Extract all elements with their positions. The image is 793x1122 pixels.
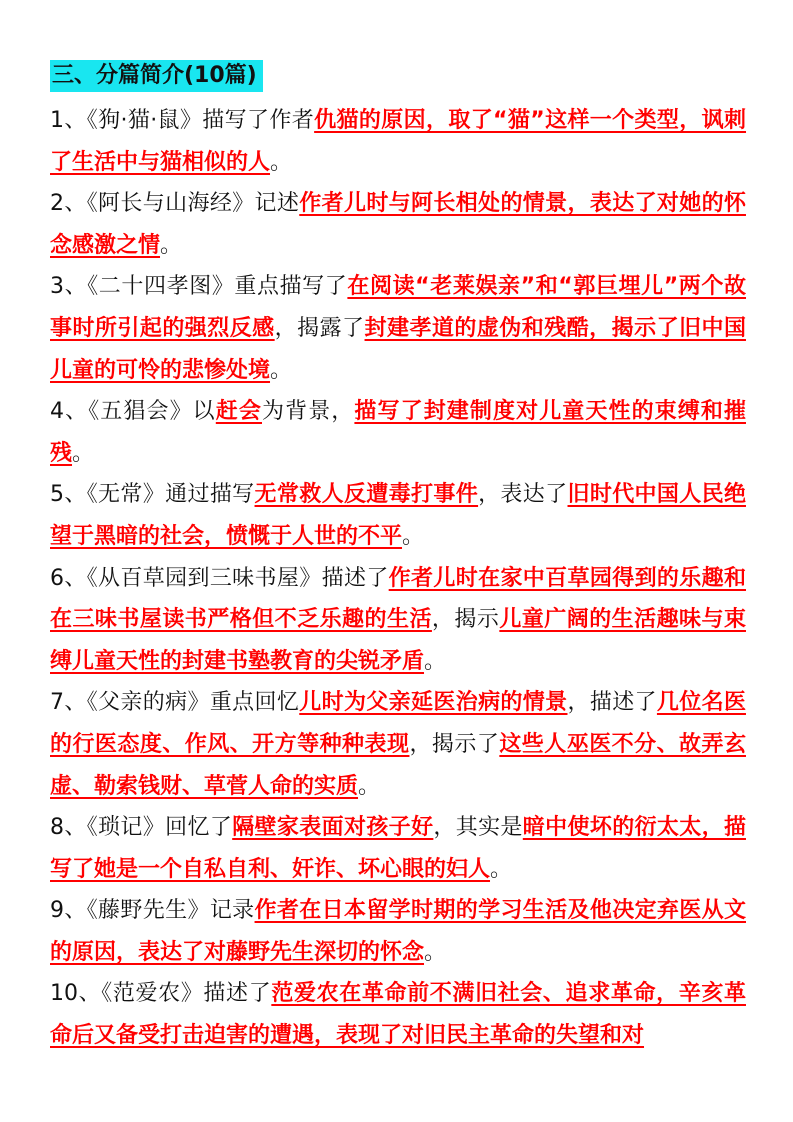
emphasized-text: 作者在日本留学时期的学习生活及他决定弃医从文的原因，表达了对藤野先生深切的怀念 [50,898,746,965]
plain-text: 8、《琐记》回忆了 [50,815,233,841]
emphasized-text: 这些人巫医不分、故弄玄虚、勒索钱财、草菅人命的实质 [50,731,746,799]
emphasized-text: 作者儿时与阿长相处的情景，表达了对她的怀念感激之情 [50,191,746,258]
summary-item-9 [50,890,746,973]
plain-text: 。 [358,773,381,799]
summary-item-10 [50,973,746,1056]
plain-text: ，揭露了 [274,315,365,341]
plain-text: 6、《从百草园到三味书屋》描述了 [50,565,389,591]
plain-text: ，表达了 [478,482,568,508]
plain-text: 。 [424,648,447,674]
plain-text: 。 [270,357,293,383]
emphasized-text: 范爱农在革命前不满旧社会、追求革命，辛亥革命后又备受打击迫害的遭遇，表现了对旧民主革命的失望和对 [50,981,746,1049]
summary-item-3 [50,266,746,391]
emphasized-text: 描写了封建制度对儿童天性的束缚和摧残 [50,399,746,466]
emphasized-text: 赶会 [215,399,262,425]
emphasized-text: 几位名医的行医态度、作风、开方等种种表现 [50,690,746,757]
summary-list [50,100,746,1057]
section-heading: 三、分篇简介(10篇) [50,60,263,92]
plain-text: 。 [402,523,425,549]
plain-text: ，揭示了 [409,731,500,757]
emphasized-text: 隔壁家表面对孩子好 [232,815,434,841]
emphasized-text: 暗中使坏的衍太太，描写了她是一个自私自利、奸诈、坏心眼的妇人 [50,815,746,882]
summary-item-1 [50,100,746,183]
plain-text: 9、《藤野先生》记录 [50,898,255,924]
emphasized-text: 封建孝道的虚伪和残酷，揭示了旧中国儿童的可怜的悲惨处境 [50,315,746,383]
summary-item-5 [50,474,746,557]
plain-text: 10、《范爱农》描述了 [50,981,272,1007]
emphasized-text: 旧时代中国人民绝望于黑暗的社会，愤慨于人世的不平 [50,482,746,549]
plain-text: 。 [160,232,183,258]
emphasized-text: 作者儿时在家中百草园得到的乐趣和在三味书屋读书严格但不乏乐趣的生活 [50,565,746,633]
plain-text: ，描述了 [567,690,657,716]
emphasized-text: 在阅读“老莱娱亲”和“郭巨埋儿”两个故事时所引起的强烈反感 [50,274,747,341]
summary-item-4 [50,391,746,474]
summary-item-7 [50,682,746,807]
plain-text: 2、《阿长与山海经》记述 [50,191,300,217]
plain-text: 为背景， [262,399,355,425]
emphasized-text: 仇猫的原因，取了“猫”这样一个类型，讽刺了生活中与猫相似的人 [50,108,747,175]
plain-text: 。 [72,440,95,466]
emphasized-text: 无常救人反遭毒打事件 [254,482,479,508]
plain-text: ，揭示 [431,607,500,633]
plain-text: 5、《无常》通过描写 [50,482,255,508]
summary-item-6 [50,558,746,683]
plain-text: 3、《二十四孝图》重点描写了 [50,274,348,300]
plain-text: 7、《父亲的病》重点回忆 [50,690,300,716]
emphasized-text: 儿童广阔的生活趣味与束缚儿童天性的封建书塾教育的尖锐矛盾 [50,607,746,674]
summary-item-8 [50,807,746,890]
emphasized-text: 儿时为父亲延医治病的情景 [299,690,568,716]
plain-text: 。 [270,149,293,175]
plain-text: ，其实是 [433,815,523,841]
plain-text: 4、《五猖会》以 [50,399,216,425]
plain-text: 。 [424,939,447,965]
summary-item-2 [50,183,746,266]
plain-text: 。 [490,856,513,882]
plain-text: 1、《狗·猫·鼠》描写了作者 [50,108,315,133]
